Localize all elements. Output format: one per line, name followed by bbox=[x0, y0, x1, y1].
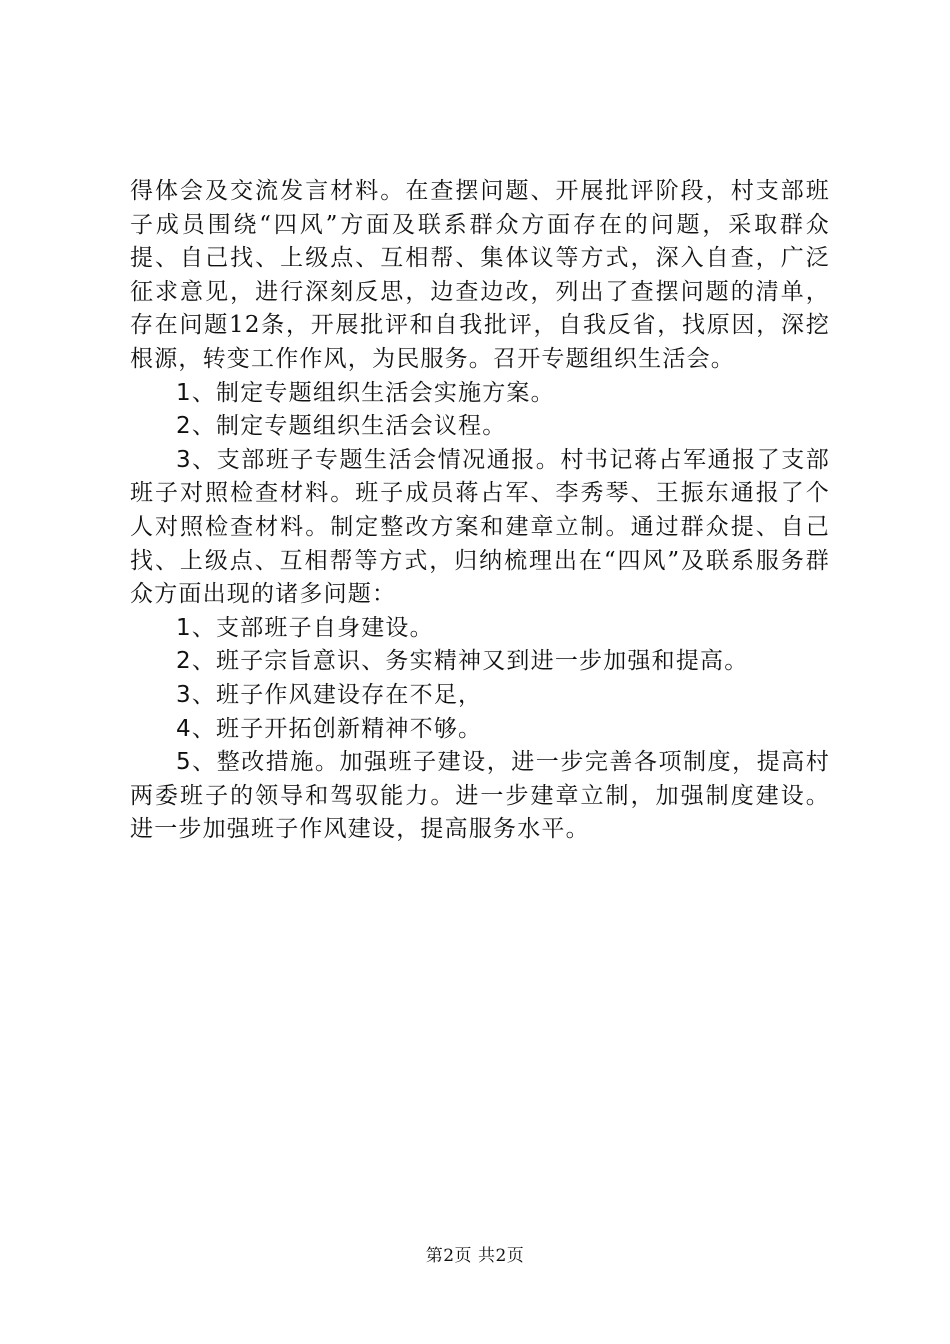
paragraph-continuation bbox=[130, 175, 830, 377]
list-item-heading: 2、制定专题组织生活会议程。 bbox=[176, 413, 507, 440]
list-item-plan bbox=[130, 377, 830, 411]
list-item-heading: 1、制定专题组织生活会实施方案。 bbox=[176, 379, 555, 406]
list-item-innovation bbox=[130, 713, 830, 747]
list-item-heading: 1、支部班子自身建设。 bbox=[176, 614, 434, 641]
paragraph-text: 村书记蒋占军通报了支部班子对照检查材料。班子成员蒋占军、李秀琴、王振东通报了个人对照检查材料。制定整改方案和建章立制。通过群众提、自己找、上级点、互相帮等方式，归纳梳理出在“四风”及联系服务群众方面出现的诸多问题： bbox=[130, 446, 830, 608]
list-item-heading: 3、班子作风建设存在不足， bbox=[176, 681, 483, 708]
list-item-heading: 3、支部班子专题生活会情况通报。 bbox=[176, 446, 561, 473]
list-item-heading: 2、班子宗旨意识、务实精神又到进一步加强和提高。 bbox=[176, 648, 749, 675]
paragraph-text: 加强班子建设，进一步完善各项制度，提高村两委班子的领导和驾驭能力。进一步建章立制，加强制度建设。进一步加强班子作风建设，提高服务水平。 bbox=[130, 749, 830, 843]
list-item-briefing bbox=[130, 444, 830, 612]
paragraph-text: 得体会及交流发言材料。在查摆问题、开展批评阶段，村支部班子成员围绕“四风”方面及联系群众方面存在的问题，采取群众提、自己找、上级点、互相帮、集体议等方式，深入自查，广泛征求意见，进行深刻反思，边查边改，列出了查摆问题的清单，存在问题12条，开展批评和自我批评，自我反省，找原因，深挖根源，转变工作作风，为民服务。召开专题组织生活会。 bbox=[130, 178, 830, 372]
list-item-self-building bbox=[130, 612, 830, 646]
page-footer bbox=[0, 1244, 950, 1268]
list-item-rectification bbox=[130, 746, 830, 847]
list-item-purpose-awareness bbox=[130, 645, 830, 679]
list-item-heading: 5、整改措施。 bbox=[176, 749, 340, 776]
page-number: 第2页 共2页 bbox=[425, 1246, 525, 1266]
list-item-heading: 4、班子开拓创新精神不够。 bbox=[176, 715, 483, 742]
list-item-work-style bbox=[130, 679, 830, 713]
list-item-agenda bbox=[130, 410, 830, 444]
document-body bbox=[130, 175, 830, 847]
